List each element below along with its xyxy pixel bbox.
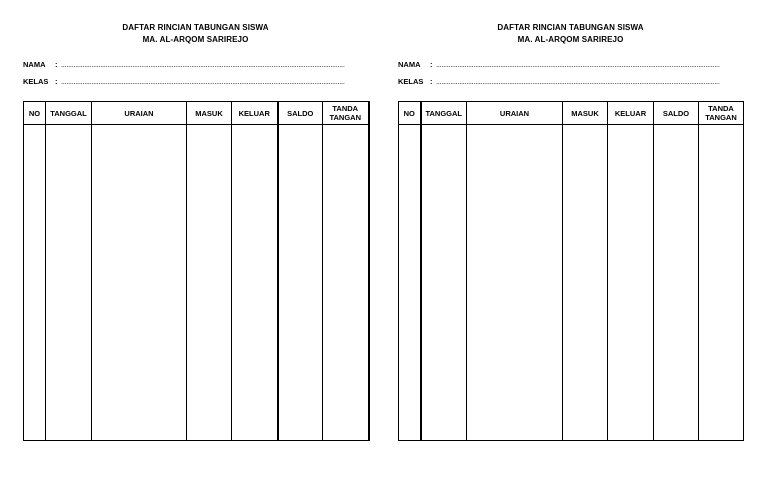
ledger-table: [398, 101, 744, 441]
title-line-2: MA. AL-ARQOM SARIREJO: [517, 35, 624, 44]
title-line-2: MA. AL-ARQOM SARIREJO: [142, 35, 249, 44]
nama-label: NAMA: [23, 60, 46, 69]
nama-colon: :: [55, 60, 58, 69]
cell-uraian[interactable]: [92, 125, 187, 441]
ledger-body-row: [24, 125, 369, 441]
nama-blank-line: ...............................................................................................................................................................: [61, 60, 345, 69]
kelas-colon: :: [55, 77, 58, 86]
col-no: NO: [24, 102, 46, 125]
col-keluar: KELUAR: [608, 102, 654, 125]
col-masuk: MASUK: [563, 102, 608, 125]
col-tangan-label: TANGAN: [705, 113, 737, 122]
kelas-blank-line: ...............................................................................................................................................................: [61, 77, 345, 86]
cell-saldo[interactable]: [278, 125, 323, 441]
title-line-1: DAFTAR RINCIAN TABUNGAN SISWA: [497, 23, 644, 32]
ledger-header-row: [24, 102, 369, 125]
kelas-field: [23, 73, 368, 90]
cell-tanda-tangan[interactable]: [323, 125, 369, 441]
ledger-header-row: [399, 102, 744, 125]
savings-sheet-left: [23, 0, 368, 122]
nama-field: [398, 56, 743, 73]
cell-tanggal[interactable]: [46, 125, 92, 441]
col-saldo: SALDO: [654, 102, 699, 125]
nama-label: NAMA: [398, 60, 421, 69]
cell-tanggal[interactable]: [421, 125, 467, 441]
sheet-title: [23, 22, 368, 46]
col-tanggal: TANGGAL: [46, 102, 92, 125]
col-uraian: URAIAN: [92, 102, 187, 125]
cell-keluar[interactable]: [608, 125, 654, 441]
col-keluar: KELUAR: [232, 102, 278, 125]
cell-no[interactable]: [399, 125, 421, 441]
student-fields: [398, 56, 743, 90]
kelas-blank-line: ...............................................................................................................................................................: [436, 77, 720, 86]
title-line-1: DAFTAR RINCIAN TABUNGAN SISWA: [122, 23, 269, 32]
student-fields: [23, 56, 368, 90]
kelas-field: [398, 73, 743, 90]
col-uraian: URAIAN: [467, 102, 563, 125]
col-saldo: SALDO: [278, 102, 323, 125]
cell-saldo[interactable]: [654, 125, 699, 441]
col-tanda-tangan: [323, 102, 369, 125]
col-tanda-label: TANDA: [332, 104, 359, 113]
cell-masuk[interactable]: [563, 125, 608, 441]
kelas-label: KELAS: [23, 77, 49, 86]
col-tanggal: TANGGAL: [421, 102, 467, 125]
col-masuk: MASUK: [187, 102, 232, 125]
savings-sheet-right: [398, 0, 743, 122]
sheet-title: [398, 22, 743, 46]
cell-masuk[interactable]: [187, 125, 232, 441]
col-tangan-label: TANGAN: [329, 113, 362, 122]
kelas-colon: :: [430, 77, 433, 86]
ledger-table: [23, 101, 370, 441]
nama-blank-line: ...............................................................................................................................................................: [436, 60, 720, 69]
nama-colon: :: [430, 60, 433, 69]
ledger-body-row: [399, 125, 744, 441]
col-tanda-tangan: [699, 102, 744, 125]
col-tanda-label: TANDA: [708, 104, 734, 113]
cell-keluar[interactable]: [232, 125, 278, 441]
kelas-label: KELAS: [398, 77, 424, 86]
cell-no[interactable]: [24, 125, 46, 441]
col-no: NO: [399, 102, 421, 125]
cell-uraian[interactable]: [467, 125, 563, 441]
cell-tanda-tangan[interactable]: [699, 125, 744, 441]
nama-field: [23, 56, 368, 73]
